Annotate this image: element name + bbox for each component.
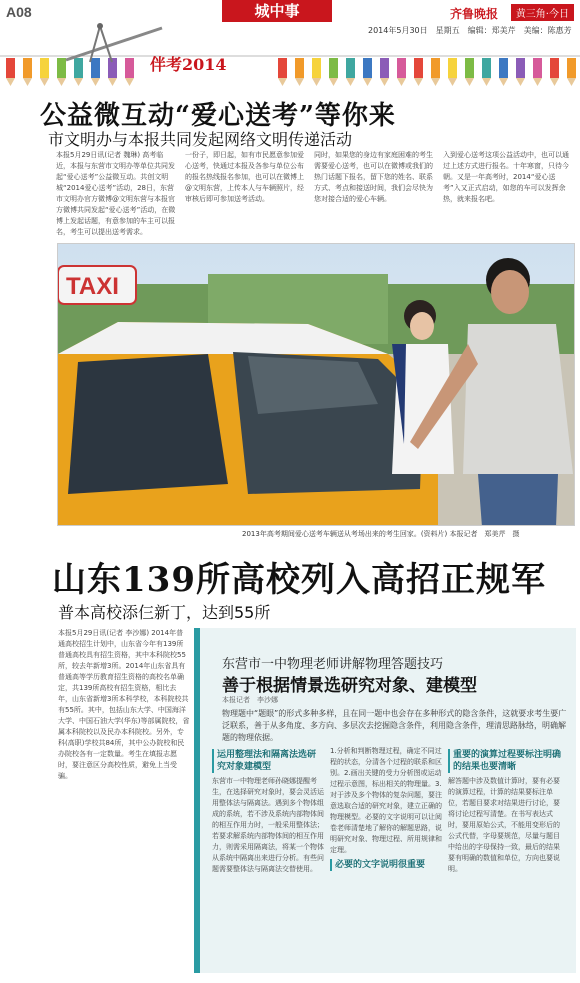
pencil-tip: [295, 78, 304, 86]
pencil-decoration: [567, 58, 576, 78]
pencil-decoration: [448, 58, 457, 78]
edition-badge: 黄三角·今日: [511, 4, 574, 21]
pencil-decoration: [23, 58, 32, 78]
pencil-decoration: [465, 58, 474, 78]
pencil-decoration: [431, 58, 440, 78]
pencil-tip: [380, 78, 389, 86]
pencil-tip: [516, 78, 525, 86]
pencil-tip: [431, 78, 440, 86]
pencil-tip: [40, 78, 49, 86]
section-tab: 城中事: [222, 0, 332, 22]
pencil-decoration: [6, 58, 15, 78]
pencil-decoration: [516, 58, 525, 78]
panel-title: 善于根据情景选研究对象、建模型: [222, 676, 477, 696]
pencil-tip: [465, 78, 474, 86]
pencil-decoration: [397, 58, 406, 78]
article-column: 入到爱心送考这项公益活动中，也可以通过上述方式进行报名。十年寒窗，只待今朝。又是一年高考时，2014“爱心送考”入又正式启动，如您的车可以发挥余热，就来报名吧。: [443, 151, 569, 203]
page-header: [0, 0, 580, 22]
pencil-tip: [74, 78, 83, 86]
panel-column-1: [212, 746, 324, 971]
taxi-sign-text: TAXI: [66, 273, 119, 300]
article-column: 同时，如果您的身边有家庭困难的考生需要爱心送考，也可以在微博或我们的热门话题下报名，留下您的姓名、联系方式、考点和接送时间，我们会尽快为您对接合适的爱心车辆。: [314, 151, 433, 203]
headline-charity: 公益微互动“爱心送考”等你来: [40, 101, 396, 131]
panel-byline: 本报记者 李沙娜: [222, 696, 278, 704]
pencil-decoration: [278, 58, 287, 78]
pencil-decoration: [550, 58, 559, 78]
pencil-tip: [550, 78, 559, 86]
pencil-tip: [397, 78, 406, 86]
article-universities-body: 本报5月29日讯(记者 李沙娜) 2014年普通高校招生计划中，山东省今年有139所普通高校具有招生资格，其中本科院校55所，较去年新增3所。2014年山东省具有普通高等学历教育招生资格的高校名单确定，共139所高校有招生资格，相比去年，山东省新增3所本科学校，本科院校共有55所。其中，包括山东大学、中国海洋大学、中国石油大学(华东)等部属院校，省属本科院校以及民办本科院校。另外，专科(高职)学校共84所，其中公办院校和民办院校各有一定数量。考生在填报志愿时，要注意区分高校性质，避免上当受骗。: [58, 629, 190, 780]
panel-subtitle: 重要的演算过程要标注明确的结果也要清晰: [448, 749, 566, 773]
photo-caption: 2013年高考期间爱心送考车辆送从考场出来的考生回家。(资料片) 本报记者 郑美芹 摄: [242, 530, 520, 538]
date-line: 2014年5月30日 星期五 编辑：郑美芹 美编：陈惠芳: [368, 26, 572, 35]
panel-column-text: 东营市一中物理老师孙晓娜提醒考生，在选择研究对象时，要会灵活运用整体法与隔离法。遇到多个物体组成的系统，若不涉及系统内部物体间的相互作用力时，一般采用整体法；若要求解系统内部物体间的相互作用力，则需采用隔离法，将某一个物体从系统中隔离出来进行分析。有些问题需要整体法与隔离法交替使用。: [212, 777, 324, 873]
panel-subtitle: 必要的文字说明很重要: [330, 859, 442, 871]
pencil-tip: [6, 78, 15, 86]
pencil-tip: [108, 78, 117, 86]
pencil-tip: [482, 78, 491, 86]
panel-column-text: 1.分析和判断物理过程，确定不同过程的状态，分清各个过程的联系和区别。2.画出关键的受力分析图或运动过程示意图，标出相关的物理量。3.对于涉及多个物体的复杂问题，要注意选取合适的研究对象，建立正确的物理模型。必要的文字说明可以让阅卷老师清楚地了解你的解题思路，说明研究对象、物理过程、所用规律和定理。: [330, 747, 442, 854]
pencil-decoration: [414, 58, 423, 78]
pencil-tip: [278, 78, 287, 86]
pencil-decoration: [482, 58, 491, 78]
paper-logo: 齐鲁晚报: [449, 7, 498, 21]
pencil-decoration: [295, 58, 304, 78]
news-photo: [57, 243, 575, 526]
pencil-decoration: [380, 58, 389, 78]
panel-column-text: 解答题中涉及数值计算时，要有必要的演算过程，计算的结果要标注单位，若题目要求对结果进行讨论，要将讨论过程写清楚。在书写表达式时，要用原始公式，不能用变形后的公式代替，字母要规范，尽量与题目中给出的字母保持一致，最后的结果要有明确的数值和单位，方向也要说明。: [448, 777, 560, 873]
page-number: A08: [6, 4, 32, 20]
pencil-decoration: [499, 58, 508, 78]
pencil-tip: [363, 78, 372, 86]
pencil-tip: [499, 78, 508, 86]
article-charity-body: [56, 150, 576, 242]
pencil-tip: [125, 78, 134, 86]
pencil-decoration: [329, 58, 338, 78]
panel-column-3: [448, 746, 566, 971]
headline-universities: 山东139所高校列入高招正规军: [52, 560, 546, 600]
pencil-tip: [57, 78, 66, 86]
subhead-charity: 市文明办与本报共同发起网络文明传递活动: [48, 130, 353, 149]
pencil-decoration: [40, 58, 49, 78]
article-column: 一份子，即日起，如有市民愿意参加爱心送考，快通过本报及各参与单位公布的报名热线报名参加，也可以在微博上@文明东营，上传本人与车辆照片，经审核后即可参加送考活动。: [185, 151, 304, 203]
pencil-tip: [567, 78, 576, 86]
pencil-decoration: [533, 58, 542, 78]
pencil-decoration: [363, 58, 372, 78]
pencil-tip: [533, 78, 542, 86]
pencil-decoration: [312, 58, 321, 78]
panel-lead: 物理题中“题眼”的形式多种多样，且在同一题中也会存在多种形式的隐含条件，这就要求考生要广泛联系，善于从多角度、多方向、多层次去挖掘隐含条件，利用隐含条件，理清思路脉络，明确解题的物理依据。: [222, 709, 567, 742]
banner-title: 伴考2014: [150, 55, 227, 74]
pencil-tip: [329, 78, 338, 86]
subhead-universities: 普本高校添仨新丁，达到55所: [58, 603, 271, 622]
panel-kicker: 东营市一中物理老师讲解物理答题技巧: [222, 657, 444, 672]
pencil-tip: [448, 78, 457, 86]
pencil-tip: [312, 78, 321, 86]
pencil-tip: [23, 78, 32, 86]
pencil-tip: [91, 78, 100, 86]
panel-column-2: [330, 746, 442, 971]
pencil-decoration: [346, 58, 355, 78]
panel-subtitle: 运用整理法和隔离法选研究对象建模型: [212, 749, 324, 773]
article-column: 本报5月29日讯(记者 魏琳) 高考临近，本报与东营市文明办等单位共同发起“爱心送考”公益微互动。共创文明城“2014爱心送考”活动，28日，东营市文明办官方微博@文明东营与本报官方微博共同发起“爱心送考”活动，在微博上发起话题，有意参加的车主可以报名，考生可以提出送考需求。: [56, 151, 176, 236]
physics-tips-panel: [194, 628, 576, 973]
pencil-tip: [414, 78, 423, 86]
pencil-tip: [346, 78, 355, 86]
